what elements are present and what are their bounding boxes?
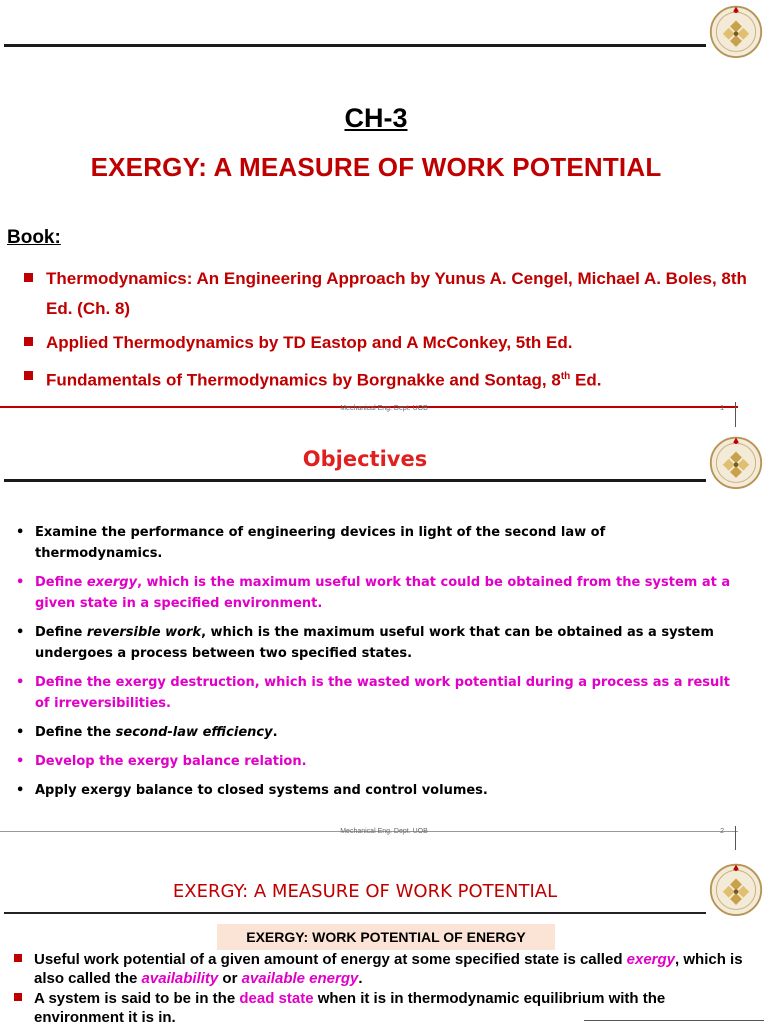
square-bullet-icon xyxy=(14,993,22,1001)
header-tick xyxy=(735,840,736,850)
slide-title: Objectives xyxy=(302,447,428,471)
header-rule xyxy=(4,479,706,482)
header-tick xyxy=(735,415,736,427)
footer-text: Mechanical Eng. Dept. UOB xyxy=(340,828,428,835)
page-number: 2 xyxy=(720,828,724,835)
square-bullet-icon xyxy=(24,337,33,346)
exergy-list xyxy=(12,950,752,1024)
square-bullet-icon xyxy=(14,954,22,962)
section-label: EXERGY: WORK POTENTIAL OF ENERGY xyxy=(217,924,555,950)
objective-item: • Apply exergy balance to closed systems and control volumes. xyxy=(16,783,488,798)
page-number: 1 xyxy=(720,405,724,412)
exergy-item: A system is said to be in the dead state when it is in thermodynamic equilibrium with the environment it is in. xyxy=(12,989,752,1024)
footer-rule xyxy=(584,1020,764,1021)
header-rule xyxy=(4,912,706,914)
slide-1 xyxy=(0,0,768,415)
objective-item: • Define the second-law efficiency. xyxy=(16,725,278,740)
slide-title: EXERGY: A MEASURE OF WORK POTENTIAL xyxy=(172,881,558,902)
exergy-item: Useful work potential of a given amount of energy at some specified state is called exergy, which is also called the availability or available energy. xyxy=(12,950,752,988)
objective-item: • Define exergy, which is the maximum useful work that could be obtained from the system at a given state in a specified environment. xyxy=(16,575,731,611)
square-bullet-icon xyxy=(24,371,33,380)
footer-text: Mechanical Eng. Dept. UOB xyxy=(340,405,428,412)
book-item: Thermodynamics: An Engineering Approach by Yunus A. Cengel, Michael A. Boles, 8th Ed. (Ch. 8) xyxy=(22,264,752,324)
book-list xyxy=(22,264,752,400)
objective-item: • Define the exergy destruction, which is the wasted work potential during a process as a result of irreversibilities. xyxy=(16,675,730,711)
square-bullet-icon xyxy=(24,273,33,282)
book-heading: Book: xyxy=(7,227,61,248)
objective-item: • Examine the performance of engineering devices in light of the second law of thermodynamics. xyxy=(16,525,606,561)
book-item: Applied Thermodynamics by TD Eastop and A McConkey, 5th Ed. xyxy=(22,328,752,358)
objective-item: • Develop the exergy balance relation. xyxy=(16,754,307,769)
slide-3 xyxy=(0,840,768,1024)
objectives-list xyxy=(14,522,734,809)
header-rule xyxy=(4,44,706,47)
objective-item: • Define reversible work, which is the maximum useful work that can be obtained as a system undergoes a process between two specified states. xyxy=(16,625,714,661)
slide-2 xyxy=(0,415,768,840)
slide-title: EXERGY: A MEASURE OF WORK POTENTIAL xyxy=(90,152,662,182)
university-seal-icon xyxy=(708,2,764,58)
book-item: Fundamentals of Thermodynamics by Borgnakke and Sontag, 8th Ed. xyxy=(22,362,752,396)
chapter-heading: CH-3 xyxy=(344,103,408,133)
